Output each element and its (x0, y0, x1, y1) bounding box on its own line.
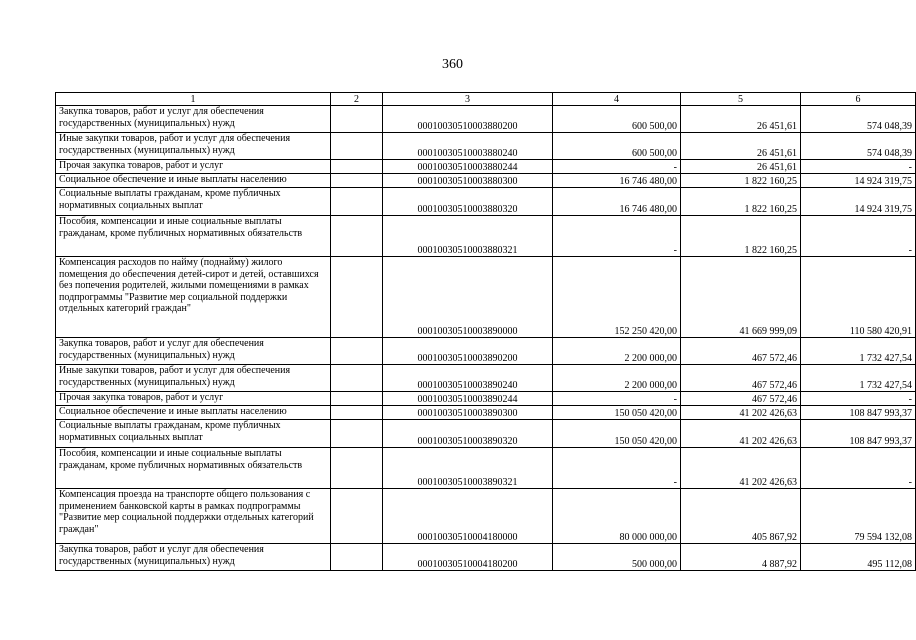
row-value-6: 108 847 993,37 (801, 406, 916, 420)
column-header: 6 (801, 93, 916, 106)
row-code: 00010030510004180200 (383, 544, 553, 571)
row-value-6: 574 048,39 (801, 106, 916, 133)
row-name: Компенсация расходов по найму (поднайму) жилого помещения до обеспечения детей-сирот и детей, оставшихся без попечения родителей, жилыми помещениями в рамках подпрограммы "Развитие мер социальной поддержки отдельных категорий граждан" (56, 257, 331, 338)
row-col2 (331, 174, 383, 188)
row-value-6: - (801, 160, 916, 174)
row-value-6: 110 580 420,91 (801, 257, 916, 338)
row-value-6: 108 847 993,37 (801, 420, 916, 448)
row-value-4: 150 050 420,00 (553, 420, 681, 448)
row-value-5: 467 572,46 (681, 338, 801, 365)
row-value-5: 467 572,46 (681, 365, 801, 392)
row-value-4: 16 746 480,00 (553, 174, 681, 188)
row-col2 (331, 188, 383, 216)
row-col2 (331, 257, 383, 338)
table-row (56, 338, 916, 365)
table-row (56, 448, 916, 489)
table-row (56, 544, 916, 571)
row-value-5: 26 451,61 (681, 160, 801, 174)
row-value-5: 41 202 426,63 (681, 406, 801, 420)
table-row (56, 160, 916, 174)
row-name: Закупка товаров, работ и услуг для обеспечения государственных (муниципальных) нужд (56, 106, 331, 133)
row-value-5: 41 669 999,09 (681, 257, 801, 338)
row-col2 (331, 489, 383, 544)
row-value-4: 152 250 420,00 (553, 257, 681, 338)
row-value-6: 495 112,08 (801, 544, 916, 571)
row-name: Социальные выплаты гражданам, кроме публичных нормативных социальных выплат (56, 188, 331, 216)
row-name: Закупка товаров, работ и услуг для обеспечения государственных (муниципальных) нужд (56, 544, 331, 571)
table-row (56, 216, 916, 257)
row-code: 00010030510003880321 (383, 216, 553, 257)
row-value-6: - (801, 392, 916, 406)
row-col2 (331, 406, 383, 420)
row-value-4: 16 746 480,00 (553, 188, 681, 216)
row-value-6: 14 924 319,75 (801, 174, 916, 188)
row-code: 00010030510003880240 (383, 133, 553, 160)
row-code: 00010030510003890320 (383, 420, 553, 448)
row-col2 (331, 133, 383, 160)
table-row (56, 106, 916, 133)
row-value-4: 80 000 000,00 (553, 489, 681, 544)
table-row (56, 365, 916, 392)
row-value-4: 2 200 000,00 (553, 338, 681, 365)
row-code: 00010030510003880244 (383, 160, 553, 174)
table-header-row (56, 93, 916, 106)
row-col2 (331, 338, 383, 365)
table-body (56, 106, 916, 571)
row-value-5: 1 822 160,25 (681, 188, 801, 216)
row-value-4: 500 000,00 (553, 544, 681, 571)
column-header: 4 (553, 93, 681, 106)
row-code: 00010030510003890244 (383, 392, 553, 406)
row-col2 (331, 448, 383, 489)
row-value-6: 574 048,39 (801, 133, 916, 160)
table-row (56, 133, 916, 160)
row-code: 00010030510003890300 (383, 406, 553, 420)
row-code: 00010030510003880300 (383, 174, 553, 188)
row-name: Компенсация проезда на транспорте общего пользования с применением банковской карты в рамках подпрограммы "Развитие мер социальной поддержки отдельных категорий граждан" (56, 489, 331, 544)
row-value-4: 600 500,00 (553, 133, 681, 160)
row-value-4: - (553, 216, 681, 257)
table-row (56, 174, 916, 188)
row-value-5: 26 451,61 (681, 106, 801, 133)
row-value-6: 1 732 427,54 (801, 338, 916, 365)
row-name: Пособия, компенсации и иные социальные выплаты гражданам, кроме публичных нормативных обязательств (56, 216, 331, 257)
row-value-4: - (553, 160, 681, 174)
table-row (56, 489, 916, 544)
row-col2 (331, 106, 383, 133)
row-col2 (331, 216, 383, 257)
row-name: Иные закупки товаров, работ и услуг для обеспечения государственных (муниципальных) нужд (56, 365, 331, 392)
row-value-6: - (801, 448, 916, 489)
page-number: 360 (442, 57, 463, 72)
row-value-6: 1 732 427,54 (801, 365, 916, 392)
row-value-6: 79 594 132,08 (801, 489, 916, 544)
row-col2 (331, 160, 383, 174)
row-code: 00010030510003880320 (383, 188, 553, 216)
row-col2 (331, 392, 383, 406)
row-value-5: 1 822 160,25 (681, 216, 801, 257)
row-value-5: 1 822 160,25 (681, 174, 801, 188)
column-header: 5 (681, 93, 801, 106)
table-row (56, 406, 916, 420)
row-value-5: 41 202 426,63 (681, 448, 801, 489)
row-value-5: 467 572,46 (681, 392, 801, 406)
column-header: 1 (56, 93, 331, 106)
row-value-4: 600 500,00 (553, 106, 681, 133)
column-header: 3 (383, 93, 553, 106)
table-row (56, 257, 916, 338)
row-value-4: 150 050 420,00 (553, 406, 681, 420)
row-name: Социальное обеспечение и иные выплаты населению (56, 174, 331, 188)
row-code: 00010030510003890200 (383, 338, 553, 365)
table-row (56, 188, 916, 216)
row-value-6: - (801, 216, 916, 257)
row-code: 00010030510003890000 (383, 257, 553, 338)
row-col2 (331, 544, 383, 571)
row-code: 00010030510003890321 (383, 448, 553, 489)
row-name: Прочая закупка товаров, работ и услуг (56, 160, 331, 174)
row-value-4: - (553, 448, 681, 489)
row-code: 00010030510003880200 (383, 106, 553, 133)
row-value-5: 26 451,61 (681, 133, 801, 160)
row-value-5: 405 867,92 (681, 489, 801, 544)
table-row (56, 392, 916, 406)
row-value-4: - (553, 392, 681, 406)
row-value-5: 41 202 426,63 (681, 420, 801, 448)
row-name: Иные закупки товаров, работ и услуг для обеспечения государственных (муниципальных) нужд (56, 133, 331, 160)
row-value-4: 2 200 000,00 (553, 365, 681, 392)
row-value-5: 4 887,92 (681, 544, 801, 571)
row-name: Пособия, компенсации и иные социальные выплаты гражданам, кроме публичных нормативных обязательств (56, 448, 331, 489)
row-code: 00010030510004180000 (383, 489, 553, 544)
budget-table (55, 92, 916, 571)
row-col2 (331, 365, 383, 392)
row-code: 00010030510003890240 (383, 365, 553, 392)
column-header: 2 (331, 93, 383, 106)
row-name: Закупка товаров, работ и услуг для обеспечения государственных (муниципальных) нужд (56, 338, 331, 365)
row-name: Прочая закупка товаров, работ и услуг (56, 392, 331, 406)
row-name: Социальные выплаты гражданам, кроме публичных нормативных социальных выплат (56, 420, 331, 448)
row-value-6: 14 924 319,75 (801, 188, 916, 216)
table-row (56, 420, 916, 448)
row-col2 (331, 420, 383, 448)
row-name: Социальное обеспечение и иные выплаты населению (56, 406, 331, 420)
